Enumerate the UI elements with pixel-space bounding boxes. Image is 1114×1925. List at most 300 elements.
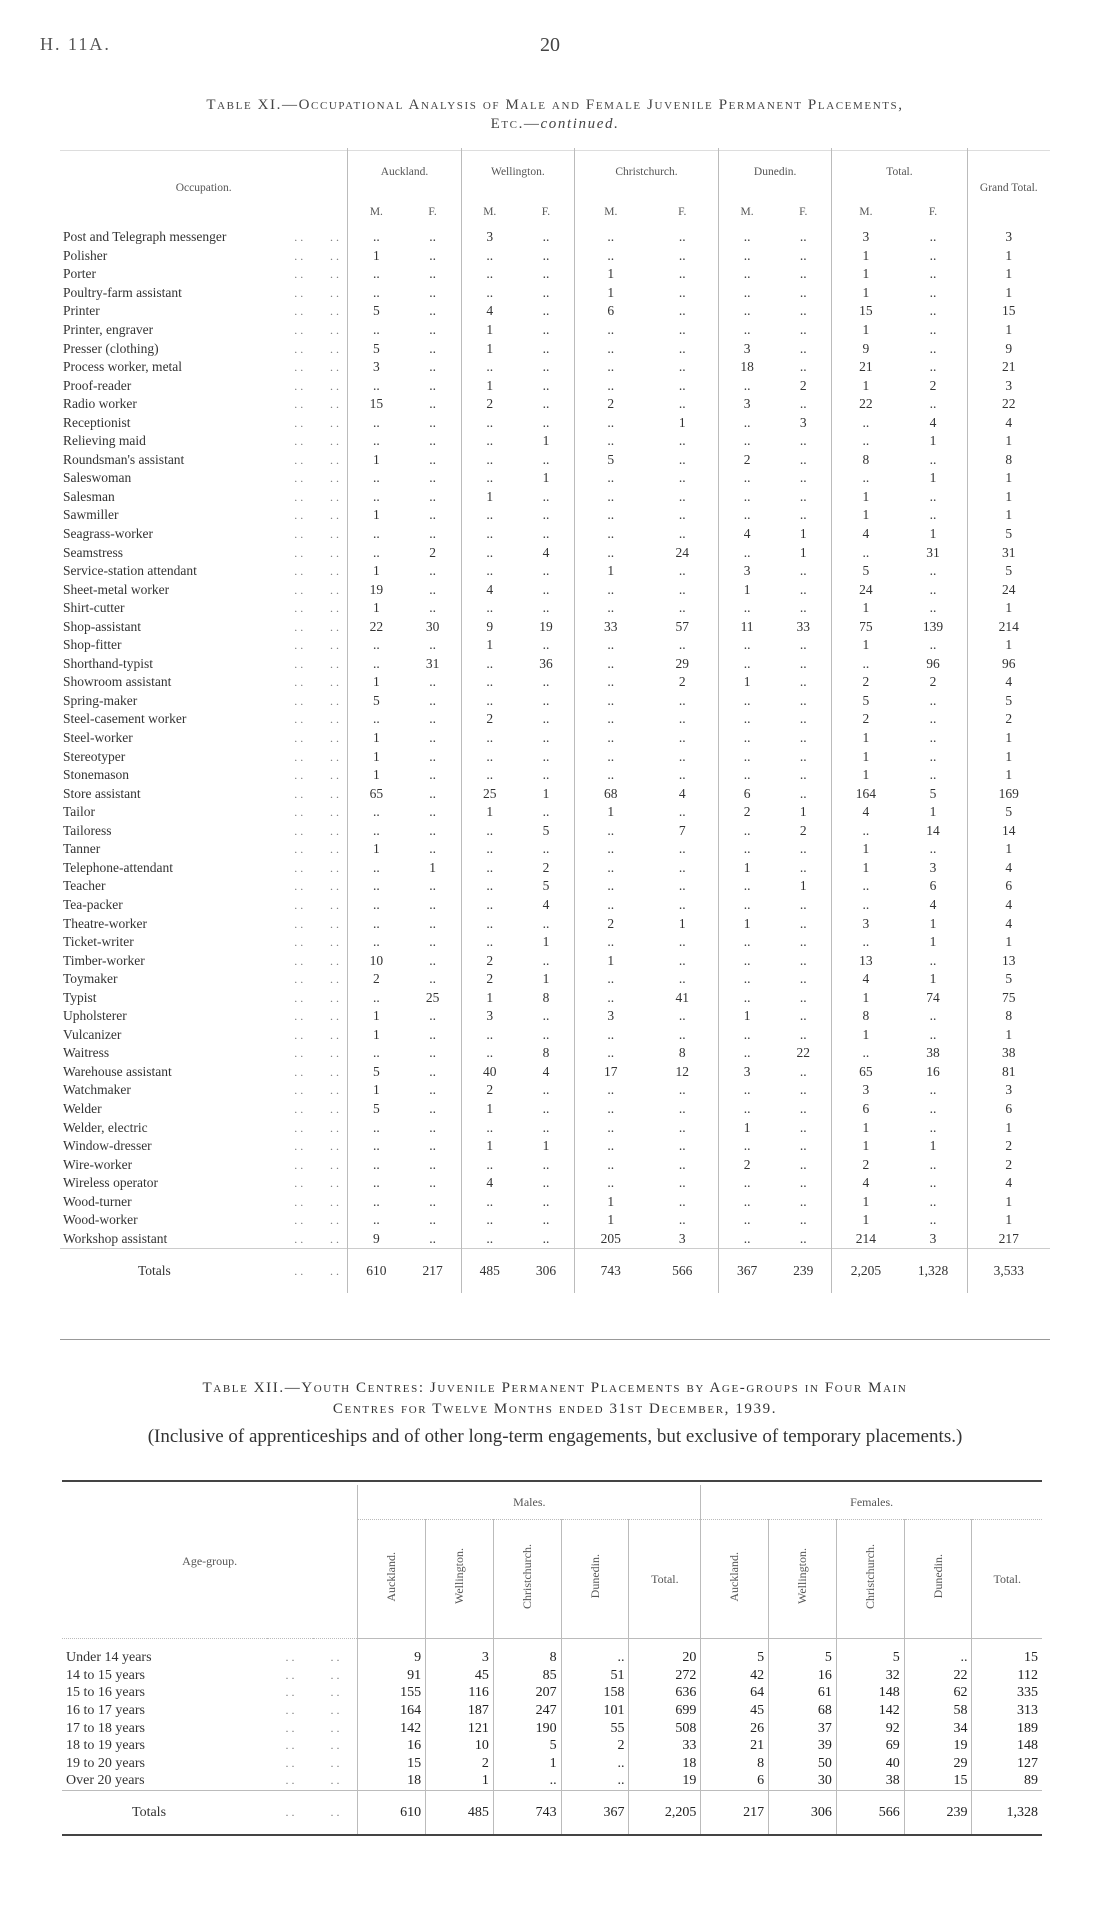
count-cell: .. [542, 915, 550, 931]
count-cell: 1 [348, 1007, 405, 1026]
leader-dots: . . [329, 1027, 339, 1042]
age-group-row [62, 1702, 1042, 1720]
count-cell: 9 [461, 617, 518, 636]
city-header-dunedin: Dunedin. [718, 148, 831, 196]
count-cell: .. [718, 1211, 775, 1230]
count-cell: 1 [461, 488, 518, 507]
count-cell: .. [429, 600, 436, 616]
count-cell: .. [348, 859, 405, 878]
total-cell: 306 [769, 1790, 837, 1835]
count-cell: .. [678, 1138, 686, 1154]
count-cell: .. [542, 637, 550, 653]
count-cell: .. [799, 229, 807, 245]
count-cell: 3 [348, 358, 405, 377]
count-cell: 4 [967, 673, 1050, 692]
occupation-row [60, 580, 1050, 599]
leader-dots: . . [330, 1720, 340, 1735]
age-group-label: 19 to 20 years [66, 1755, 145, 1771]
table-xii-note: (Inclusive of apprenticeships and of other long-term engagements, but exclusive of temporary placements.) [147, 1426, 963, 1447]
leader-dots: . . [267, 1790, 312, 1835]
count-cell: 22 [904, 1667, 972, 1685]
leader-dots: . . [329, 1157, 339, 1172]
count-cell: 1 [832, 766, 900, 785]
count-cell: 1 [967, 747, 1050, 766]
leader-dots: . . [294, 768, 304, 783]
leader-dots: . . [329, 415, 339, 430]
count-cell: .. [718, 951, 775, 970]
count-cell: .. [429, 396, 436, 412]
occupation-label: Tea-packer [63, 896, 123, 912]
count-cell: .. [799, 488, 807, 504]
count-cell: 9 [832, 339, 900, 358]
count-cell: 19 [629, 1772, 701, 1790]
count-cell: .. [799, 748, 807, 764]
count-cell: .. [542, 692, 550, 708]
count-cell: .. [678, 396, 686, 412]
occupation-label: Timber-worker [63, 952, 145, 968]
count-cell: .. [575, 1044, 647, 1063]
count-cell: 19 [348, 580, 405, 599]
count-cell: .. [799, 451, 807, 467]
occupation-row [60, 914, 1050, 933]
occupation-label: Window-dresser [63, 1138, 152, 1154]
occupation-label: Proof-reader [63, 377, 132, 393]
count-cell: .. [929, 340, 937, 356]
count-cell: 1 [832, 284, 900, 303]
count-cell: 1 [967, 432, 1050, 451]
count-cell: .. [678, 1008, 686, 1024]
page-number: 20 [540, 34, 560, 56]
count-cell: .. [799, 1026, 807, 1042]
count-cell: .. [461, 247, 518, 266]
count-cell: 636 [629, 1684, 701, 1702]
occupation-label: Stereotyper [63, 748, 126, 764]
count-cell: 1 [832, 1192, 900, 1211]
count-cell: 3 [967, 1081, 1050, 1100]
count-cell: .. [542, 1212, 550, 1228]
count-cell: .. [799, 396, 807, 412]
leader-dots: . . [285, 1720, 295, 1735]
count-cell: .. [542, 488, 550, 504]
leader-dots: . . [329, 990, 339, 1005]
occupation-row [60, 877, 1050, 896]
leader-dots: . . [294, 285, 304, 300]
count-cell: 8 [967, 451, 1050, 470]
count-cell: 4 [542, 896, 550, 912]
count-cell: .. [542, 247, 550, 263]
occupation-label: Telephone-attendant [63, 859, 174, 875]
count-cell: .. [799, 934, 807, 950]
occupation-row [60, 1211, 1050, 1230]
count-cell: .. [461, 1211, 518, 1230]
count-cell: .. [575, 766, 647, 785]
leader-dots: . . [294, 1176, 304, 1191]
occupation-row [60, 284, 1050, 303]
count-cell: .. [929, 1008, 937, 1024]
count-cell: .. [575, 859, 647, 878]
count-cell: .. [542, 674, 550, 690]
leader-dots: . . [294, 860, 304, 875]
leader-dots: . . [294, 693, 304, 708]
count-cell: .. [575, 673, 647, 692]
count-cell: 5 [967, 525, 1050, 544]
count-cell: 1 [718, 1007, 775, 1026]
count-cell: .. [799, 952, 807, 968]
count-cell: .. [575, 655, 647, 674]
count-cell: 1 [929, 526, 937, 542]
count-cell: .. [561, 1772, 629, 1790]
count-cell: 1 [967, 840, 1050, 859]
count-cell: 21 [701, 1737, 769, 1755]
count-cell: .. [461, 543, 518, 562]
occupation-row [60, 543, 1050, 562]
leader-dots: . . [294, 1194, 304, 1209]
occupation-label: Showroom assistant [63, 674, 172, 690]
count-cell: .. [799, 767, 807, 783]
leader-dots: . . [329, 786, 339, 801]
age-group-label: Under 14 years [66, 1650, 152, 1666]
count-cell: .. [929, 396, 937, 412]
leader-dots: . . [294, 397, 304, 412]
occupation-label: Typist [63, 989, 97, 1005]
count-cell: .. [575, 321, 647, 340]
count-cell: 169 [967, 784, 1050, 803]
leader-dots: . . [294, 1157, 304, 1172]
sex-header-f: F. [541, 206, 551, 218]
count-cell: 3 [426, 1639, 494, 1667]
count-cell: .. [718, 488, 775, 507]
count-cell: .. [429, 952, 436, 968]
count-cell: 92 [836, 1719, 904, 1737]
count-cell: .. [678, 952, 686, 968]
count-cell: .. [575, 599, 647, 618]
count-cell: 3 [461, 1007, 518, 1026]
count-cell: 1 [832, 840, 900, 859]
occupation-label: Vulcanizer [63, 1026, 122, 1042]
occupation-label: Shirt-cutter [63, 600, 125, 616]
count-cell: 2 [799, 377, 807, 393]
occupation-label: Shorthand-typist [63, 655, 153, 671]
count-cell: 1 [426, 1772, 494, 1790]
count-cell: .. [348, 636, 405, 655]
count-cell: .. [542, 1008, 550, 1024]
count-cell: .. [678, 507, 686, 523]
leader-dots: . . [294, 935, 304, 950]
count-cell: .. [929, 563, 937, 579]
occupation-label: Watchmaker [63, 1082, 131, 1098]
count-cell: 5 [348, 692, 405, 711]
count-cell: 4 [461, 302, 518, 321]
count-cell: .. [542, 1082, 550, 1098]
occupation-label: Receptionist [63, 414, 131, 430]
count-cell: .. [678, 971, 686, 987]
table-xi [60, 148, 1050, 1293]
count-cell: 18 [358, 1772, 426, 1790]
count-cell: .. [678, 804, 686, 820]
count-cell: .. [575, 933, 647, 952]
count-cell: .. [429, 896, 436, 912]
count-cell: .. [832, 432, 900, 451]
count-cell: .. [678, 1212, 686, 1228]
leader-dots: . . [294, 489, 304, 504]
count-cell: .. [348, 877, 405, 896]
count-cell: .. [799, 711, 807, 727]
leader-dots: . . [329, 452, 339, 467]
count-cell: .. [799, 785, 807, 801]
count-cell: 4 [718, 525, 775, 544]
count-cell: .. [575, 469, 647, 488]
table-xi-totals-row [60, 1249, 1050, 1294]
count-cell: 5 [348, 302, 405, 321]
count-cell: 2 [832, 673, 900, 692]
count-cell: .. [542, 377, 550, 393]
count-cell: .. [718, 766, 775, 785]
count-cell: 2 [799, 822, 807, 838]
count-cell: .. [461, 896, 518, 915]
count-cell: .. [799, 859, 807, 875]
count-cell: 34 [904, 1719, 972, 1737]
count-cell: .. [348, 896, 405, 915]
count-cell: 1 [832, 636, 900, 655]
count-cell: .. [575, 710, 647, 729]
count-cell: .. [718, 376, 775, 395]
count-cell: .. [429, 785, 436, 801]
leader-dots: . . [329, 1009, 339, 1024]
occupation-row [60, 228, 1050, 247]
col-header-wellington: Wellington. [452, 1548, 466, 1605]
leader-dots: . . [294, 248, 304, 263]
count-cell: .. [678, 1156, 686, 1172]
count-cell: 5 [542, 822, 550, 838]
count-cell: 1 [718, 580, 775, 599]
count-cell: .. [678, 637, 686, 653]
count-cell: .. [718, 822, 775, 841]
occupation-row [60, 432, 1050, 451]
count-cell: 75 [832, 617, 900, 636]
total-cell: 2,205 [832, 1249, 900, 1294]
table-xi-title-main: Table XI.—Occupational Analysis of Male and Female Juvenile Permanent Placements, [206, 97, 904, 113]
col-header-christchurch: Christchurch. [862, 1544, 877, 1609]
count-cell: 21 [832, 358, 900, 377]
count-cell: .. [348, 803, 405, 822]
age-group-label: 18 to 19 years [66, 1738, 145, 1754]
count-cell: .. [929, 1119, 937, 1135]
occupation-label: Ticket-writer [63, 934, 134, 950]
occupation-label: Seamstress [63, 544, 123, 560]
count-cell: .. [575, 358, 647, 377]
count-cell: .. [575, 822, 647, 841]
count-cell: .. [461, 599, 518, 618]
total-cell: 485 [461, 1249, 518, 1294]
count-cell: 101 [561, 1702, 629, 1720]
total-cell: 743 [575, 1249, 647, 1294]
count-cell: .. [799, 1138, 807, 1154]
occupation-row [60, 1155, 1050, 1174]
count-cell: .. [929, 1082, 937, 1098]
count-cell: 1 [678, 414, 686, 430]
count-cell: 164 [358, 1702, 426, 1720]
occupation-row [60, 1081, 1050, 1100]
males-group-header: Males. [358, 1485, 701, 1520]
count-cell: .. [799, 266, 807, 282]
count-cell: .. [429, 359, 436, 375]
count-cell: .. [542, 767, 550, 783]
count-cell: .. [678, 359, 686, 375]
count-cell: .. [429, 1045, 436, 1061]
count-cell: .. [799, 600, 807, 616]
count-cell: .. [799, 1156, 807, 1172]
count-cell: .. [718, 877, 775, 896]
count-cell: .. [542, 414, 550, 430]
leader-dots: . . [329, 341, 339, 356]
count-cell: .. [799, 989, 807, 1005]
count-cell: 38 [926, 1045, 940, 1061]
leader-dots: . . [294, 1101, 304, 1116]
count-cell: .. [718, 1100, 775, 1119]
occupation-row [60, 1118, 1050, 1137]
count-cell: .. [461, 655, 518, 674]
count-cell: .. [799, 303, 807, 319]
leader-dots: . . [294, 990, 304, 1005]
count-cell: .. [429, 377, 436, 393]
leader-dots: . . [329, 860, 339, 875]
count-cell: 1 [575, 562, 647, 581]
count-cell: 1 [929, 1138, 937, 1154]
count-cell: .. [348, 914, 405, 933]
total-cell: 1,328 [899, 1249, 967, 1294]
count-cell: 75 [967, 988, 1050, 1007]
grand-total-cell: 3,533 [967, 1249, 1050, 1294]
occupation-label: Toymaker [63, 971, 118, 987]
count-cell: 55 [561, 1719, 629, 1737]
count-cell: 142 [836, 1702, 904, 1720]
leader-dots: . . [330, 1703, 340, 1718]
count-cell: 89 [972, 1772, 1042, 1790]
count-cell: 6 [701, 1772, 769, 1790]
count-cell: 3 [678, 1230, 686, 1246]
count-cell: .. [929, 767, 937, 783]
occupation-row [60, 1044, 1050, 1063]
count-cell: .. [718, 1230, 775, 1249]
occupation-row [60, 747, 1050, 766]
count-cell: 1 [348, 1026, 405, 1045]
count-cell: 19 [539, 618, 553, 634]
count-cell: 12 [675, 1063, 689, 1079]
leader-dots: . . [294, 601, 304, 616]
total-cell: 2,205 [629, 1790, 701, 1835]
count-cell: 24 [832, 580, 900, 599]
count-cell: 33 [629, 1737, 701, 1755]
count-cell: .. [429, 1175, 436, 1191]
age-group-row [62, 1639, 1042, 1667]
count-cell: 22 [796, 1045, 810, 1061]
count-cell: .. [718, 655, 775, 674]
occupation-row [60, 970, 1050, 989]
count-cell: 1 [348, 599, 405, 618]
count-cell: 1 [575, 1192, 647, 1211]
count-cell: .. [461, 1192, 518, 1211]
count-cell: .. [575, 1118, 647, 1137]
count-cell: .. [678, 600, 686, 616]
leader-dots: . . [294, 972, 304, 987]
count-cell: 1 [832, 265, 900, 284]
count-cell: .. [429, 767, 436, 783]
leader-dots: . . [330, 1650, 340, 1665]
count-cell: 1 [832, 859, 900, 878]
count-cell: 1 [542, 1138, 550, 1154]
leader-dots: . . [294, 564, 304, 579]
count-cell: 4 [461, 1174, 518, 1193]
count-cell: .. [461, 747, 518, 766]
leader-dots: . . [330, 1685, 340, 1700]
count-cell: .. [461, 469, 518, 488]
occupation-row [60, 655, 1050, 674]
occupation-label: Service-station attendant [63, 563, 197, 579]
count-cell: .. [348, 1155, 405, 1174]
count-cell: .. [575, 525, 647, 544]
count-cell: .. [561, 1755, 629, 1773]
count-cell: .. [542, 748, 550, 764]
count-cell: .. [542, 359, 550, 375]
occupation-label: Upholsterer [63, 1008, 127, 1024]
leader-dots: . . [329, 471, 339, 486]
count-cell: .. [461, 562, 518, 581]
occupation-row [60, 247, 1050, 266]
count-cell: .. [542, 322, 550, 337]
count-cell: .. [832, 413, 900, 432]
count-cell: .. [348, 488, 405, 507]
count-cell: .. [461, 673, 518, 692]
count-cell: 5 [701, 1639, 769, 1667]
count-cell: .. [429, 563, 436, 579]
count-cell: 8 [542, 989, 550, 1005]
count-cell: .. [718, 896, 775, 915]
count-cell: .. [678, 470, 686, 486]
count-cell: 16 [358, 1737, 426, 1755]
count-cell: 2 [461, 395, 518, 414]
count-cell: 5 [348, 1100, 405, 1119]
count-cell: 2 [561, 1737, 629, 1755]
count-cell: 40 [836, 1755, 904, 1773]
count-cell: 5 [348, 339, 405, 358]
count-cell: 15 [972, 1639, 1042, 1667]
count-cell: 1 [832, 599, 900, 618]
count-cell: 2 [348, 970, 405, 989]
count-cell: 5 [832, 562, 900, 581]
occupation-row [60, 358, 1050, 377]
count-cell: .. [575, 692, 647, 711]
document-reference: H. 11A. [40, 34, 111, 54]
count-cell: .. [575, 247, 647, 266]
occupation-row [60, 376, 1050, 395]
occupation-row [60, 339, 1050, 358]
count-cell: 14 [926, 822, 940, 838]
count-cell: 10 [426, 1737, 494, 1755]
count-cell: .. [348, 284, 405, 303]
count-cell: 29 [904, 1755, 972, 1773]
count-cell: .. [929, 1156, 937, 1172]
occupation-header: Occupation. [175, 182, 232, 194]
count-cell: .. [429, 1193, 436, 1209]
count-cell: .. [429, 1119, 436, 1135]
leader-dots: . . [294, 527, 304, 542]
count-cell: 1 [967, 469, 1050, 488]
count-cell: 1 [542, 971, 550, 987]
count-cell: .. [678, 303, 686, 319]
occupation-row [60, 1230, 1050, 1249]
count-cell: .. [929, 841, 937, 857]
count-cell: 187 [426, 1702, 494, 1720]
